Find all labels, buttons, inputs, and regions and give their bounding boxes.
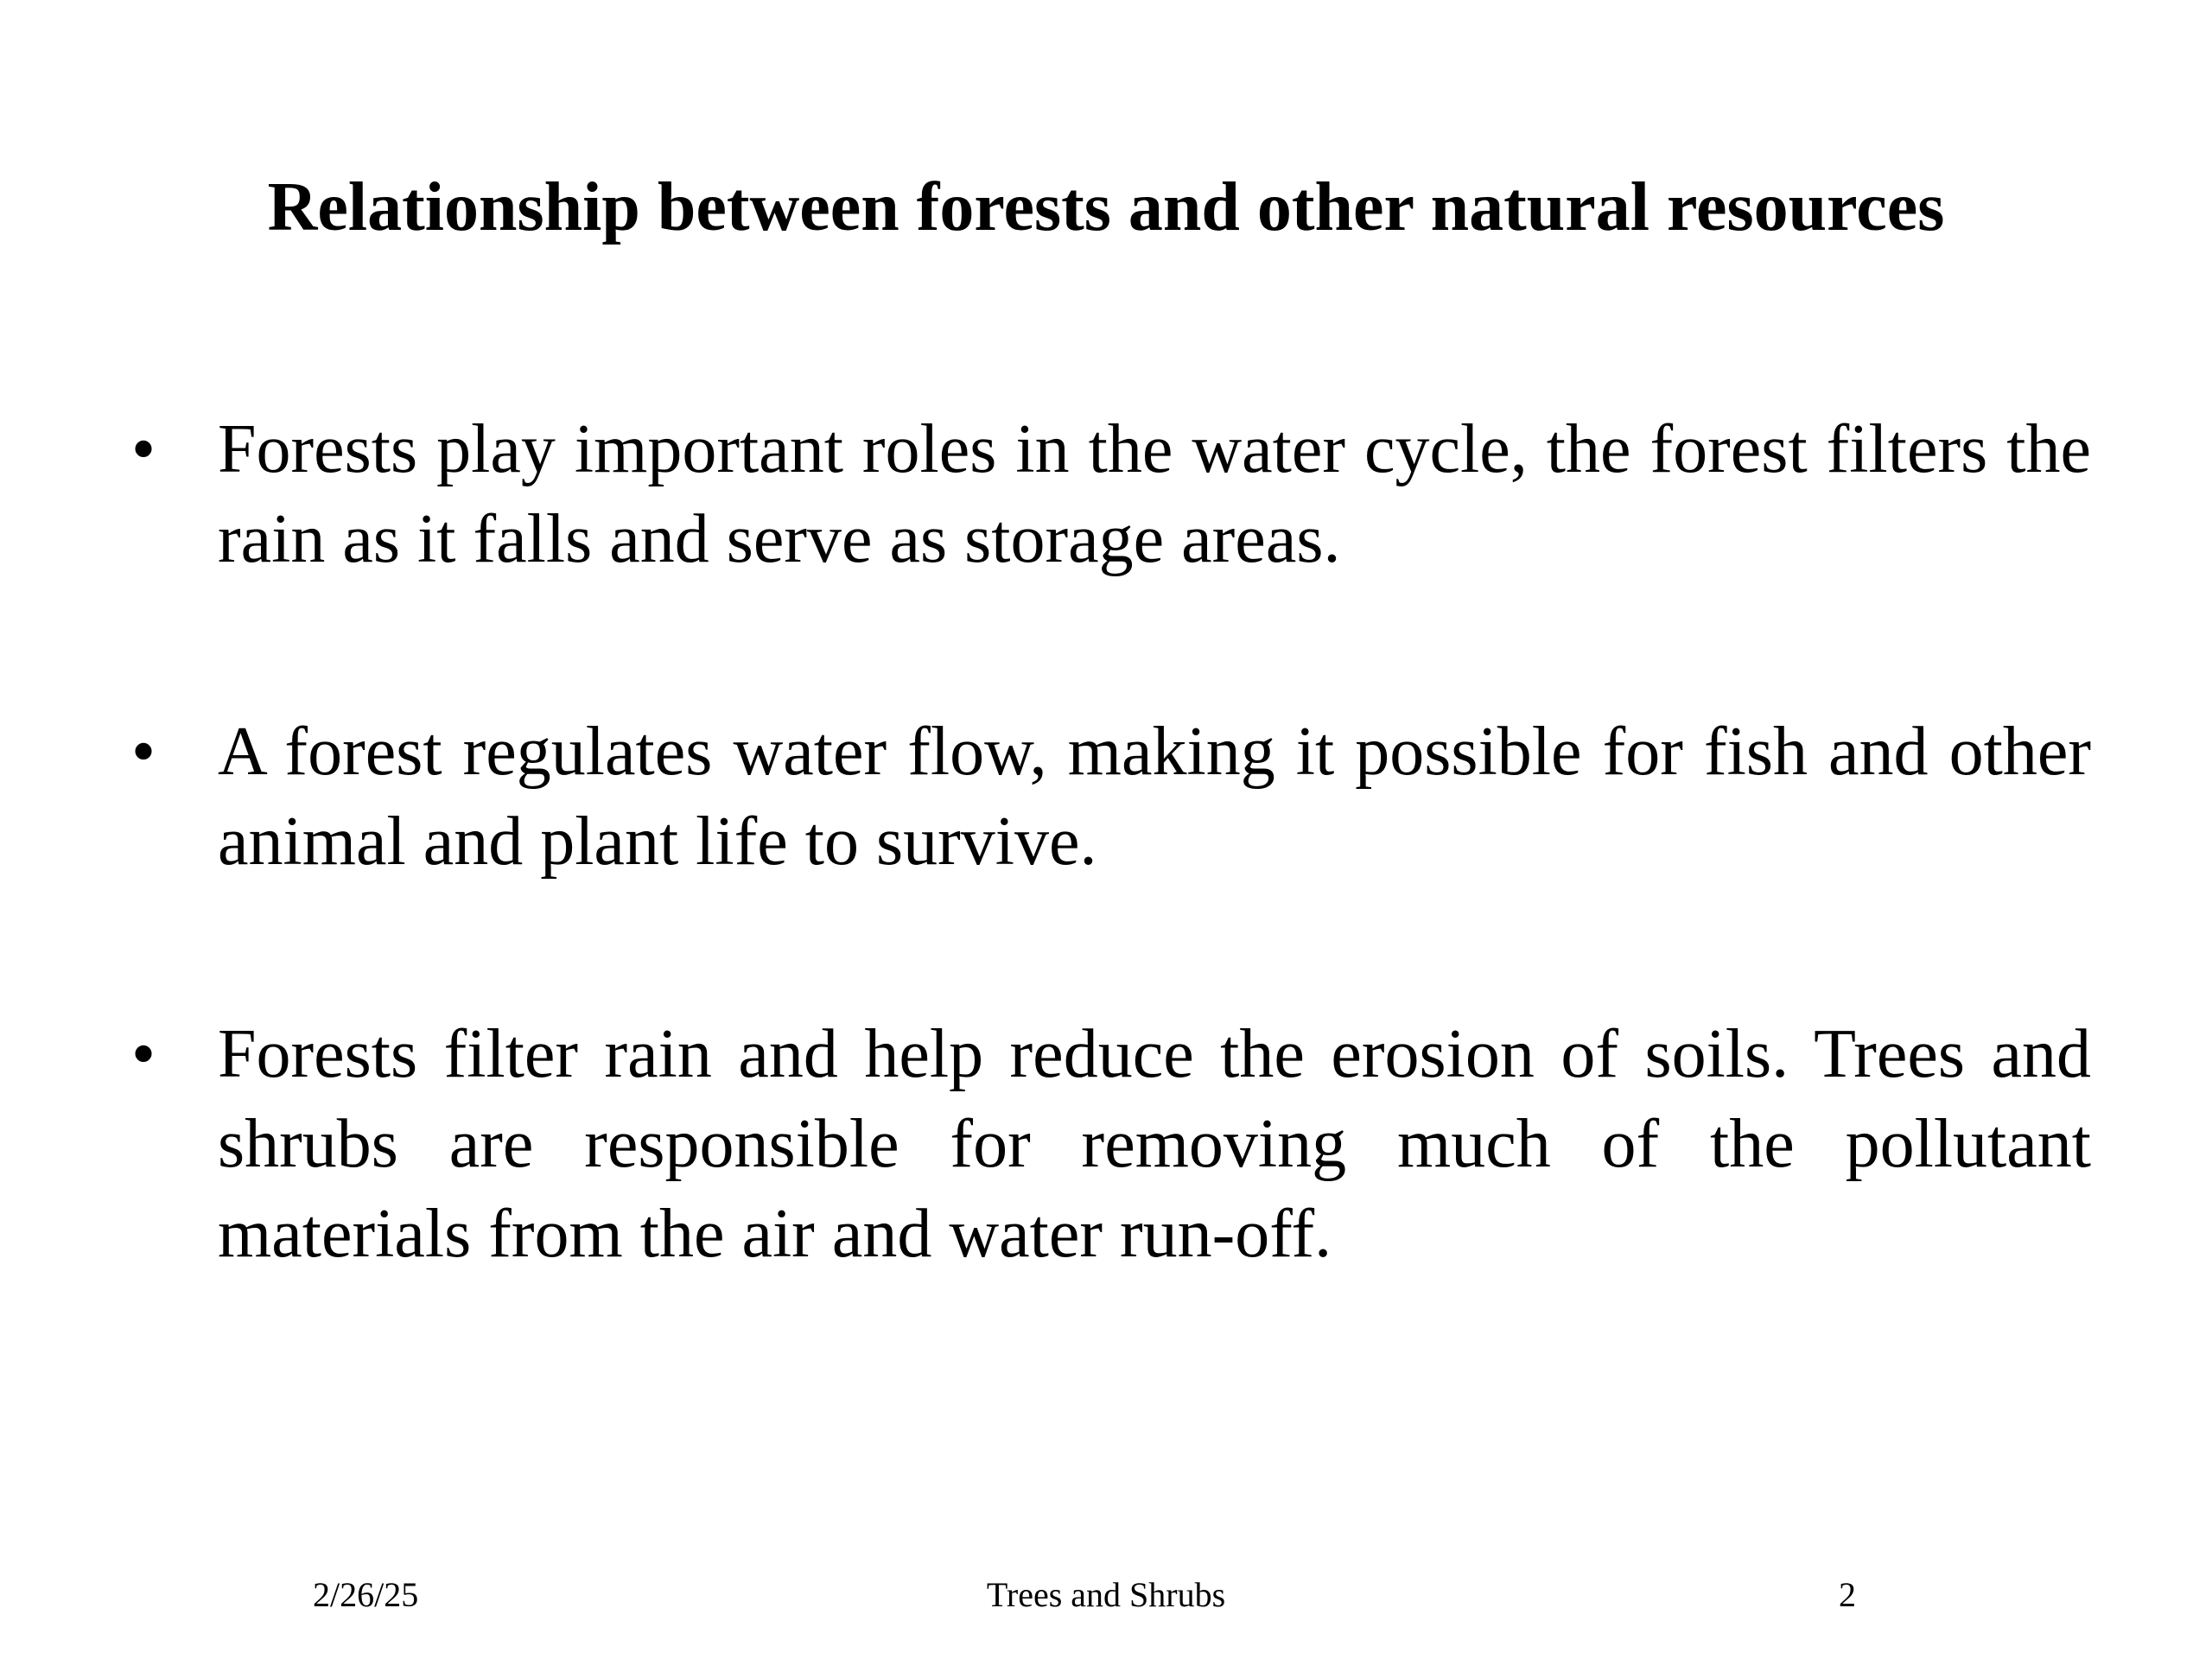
- slide-title: Relationship between forests and other natural resources: [267, 169, 1945, 245]
- footer-date: 2/26/25: [313, 1575, 419, 1614]
- bullet-marker: •: [131, 1016, 156, 1092]
- bullet-text: Forests play important roles in the water cycle, the forest filters the rain as it falls and serve as storage areas.: [218, 411, 2091, 577]
- bullet-text: A forest regulates water flow, making it possible for fish and other animal and plant life to survive.: [218, 714, 2091, 880]
- bullet-text: Forests filter rain and help reduce the erosion of soils. Trees and shrubs are responsible for removing much of the pollutant materials from the air and water run-off.: [218, 1016, 2091, 1272]
- bullet-marker: •: [131, 411, 156, 487]
- footer-title: Trees and Shrubs: [986, 1575, 1226, 1614]
- bullet-marker: •: [131, 714, 156, 790]
- footer-page-number: 2: [1839, 1575, 1856, 1614]
